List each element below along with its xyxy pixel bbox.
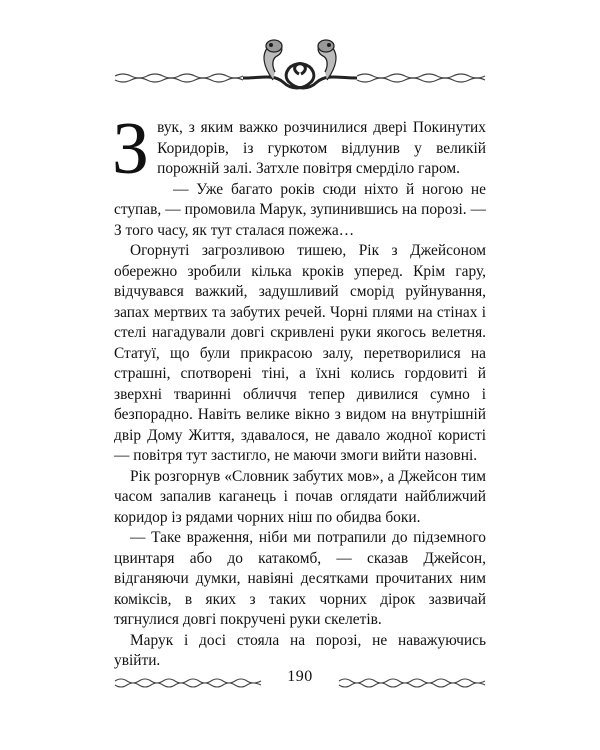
drop-cap: З: [112, 108, 150, 190]
paragraph: Огорнуті загрозливою тишею, Рік з Джейсоном обережно зробили кілька кроків уперед. Крім гару, відчувався важкий, задушливий сморід руйнування, запах мертвих та забутих речей. Чорні плями на стінах і стелі нагадували довгі скривлені руки якогось велетня. Статуї, що були прикрасою залу, перетворилися на страшні, спотворені тіні, а їхні колись гордовиті й зверхні тваринні обличчя тепер дивилися сумно і безпорадно. Навіть велике вікно з видом на внутрішній двір Дому Життя, здавалося, не давало жодної користі — повітря тут застигло, не маючи змоги вийти назовні.: [114, 242, 486, 464]
page-body: [112, 108, 486, 672]
paragraph: [112, 108, 486, 190]
paragraph: — Таке враження, ніби ми потрапили до підземного цвинтаря або до катакомб, — сказав Джейсон, відганяючи думки, навіяні десятками прочитаних ним коміксів, в яких з таких чорних дірок зазвичай тягнулися довгі покручені руки скелетів.: [114, 529, 486, 628]
paragraph: Рік розгорнув «Словник забутих мов», а Джейсон тим часом запалив каганець і почав оглядати найближчий коридор із рядами чорних ніш по обидва боки.: [114, 467, 486, 526]
footer-ornament-left: [113, 676, 263, 690]
paragraph: Марук і досі стояла на порозі, не наважуючись увійти.: [114, 631, 486, 669]
paragraph-text: вук, з яким важко розчинилися двері Покинутих Коридорів, із гуркотом відлунив у великій порожній залі. Затхле повітря смерділо гаром.: [157, 119, 486, 177]
snake-ornament: [113, 36, 487, 94]
page-number: 190: [287, 668, 313, 685]
paragraph: — Уже багато років сюди ніхто й ногою не ступав, — промовила Марук, зупинившись на порозі. — З того часу, як тут сталася пожежа…: [114, 180, 486, 239]
footer-ornament-right: [337, 676, 487, 690]
